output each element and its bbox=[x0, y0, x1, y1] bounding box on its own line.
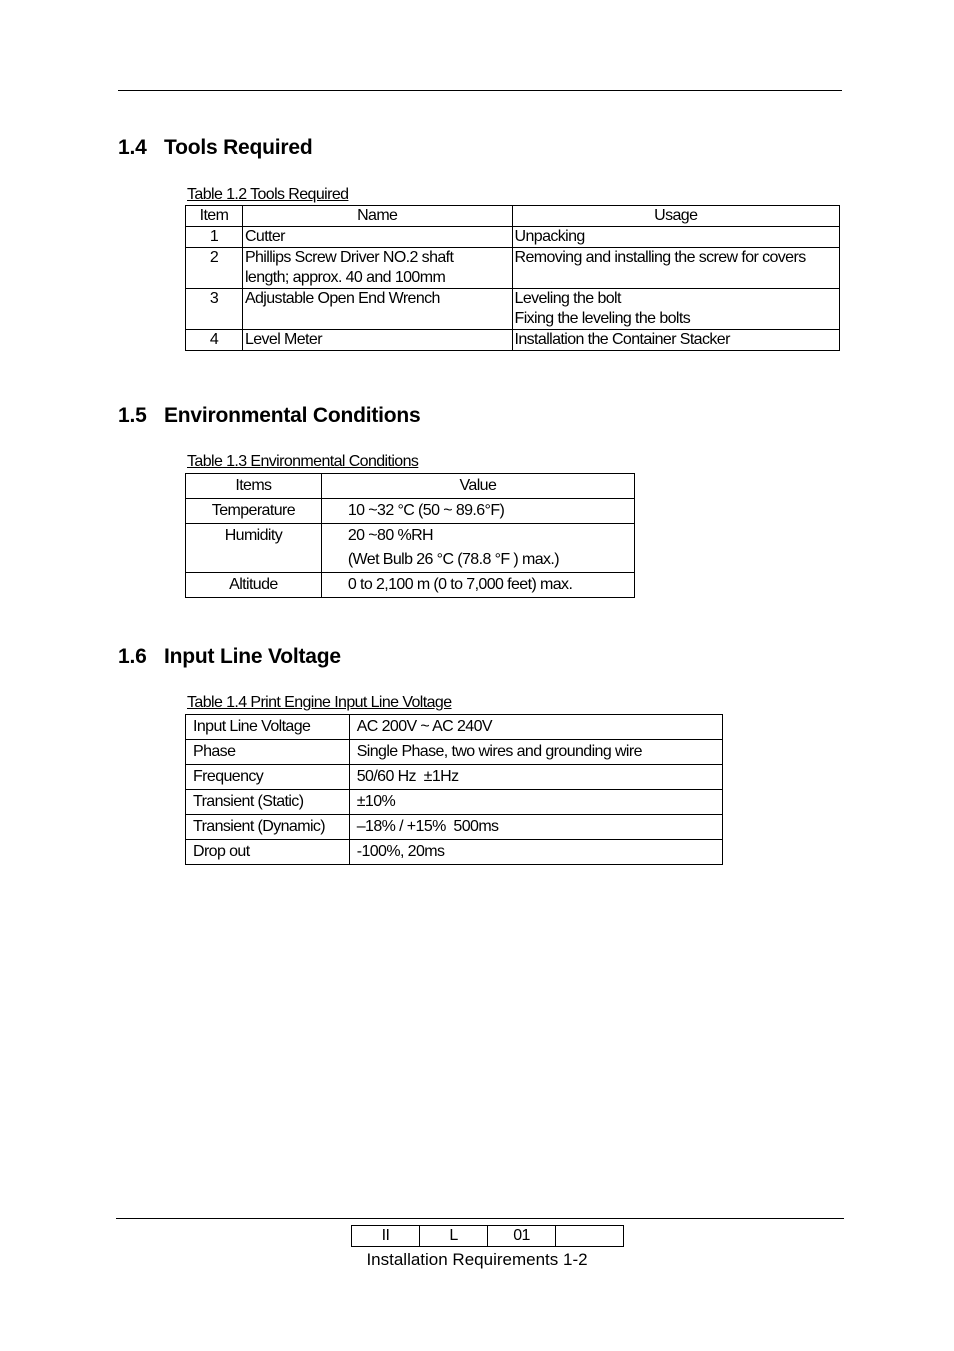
column-header-usage: Usage bbox=[512, 206, 839, 227]
section-heading-tools: 1.4 Tools Required bbox=[118, 136, 313, 159]
env-value-line: 10 ~32 °C (50 ~ 89.6°F) bbox=[347, 502, 505, 519]
table-row bbox=[186, 289, 840, 330]
section-heading-environment: 1.5 Environmental Conditions bbox=[118, 404, 421, 427]
voltage-label: Phase bbox=[186, 740, 350, 765]
env-item: Altitude bbox=[186, 573, 322, 598]
tool-usage-line: Fixing the leveling the bolts bbox=[514, 310, 691, 327]
env-value bbox=[321, 524, 634, 573]
env-value bbox=[321, 573, 634, 598]
voltage-label: Frequency bbox=[186, 765, 350, 790]
table-row bbox=[186, 573, 635, 598]
tool-name-line: Phillips Screw Driver NO.2 shaft bbox=[244, 249, 454, 266]
column-header-name: Name bbox=[242, 206, 512, 227]
tool-item: 1 bbox=[186, 227, 243, 248]
tool-usage bbox=[512, 227, 839, 248]
tool-usage-line: Installation the Container Stacker bbox=[514, 331, 730, 348]
column-header-item: Item bbox=[186, 206, 243, 227]
table-header-row bbox=[186, 474, 635, 499]
footer-box bbox=[556, 1226, 624, 1247]
environment-table bbox=[185, 473, 635, 598]
table-row bbox=[186, 740, 723, 765]
footer-page-label: Installation Requirements 1-2 bbox=[366, 1250, 588, 1269]
tool-usage-line: Removing and installing the screw for covers bbox=[514, 249, 806, 266]
voltage-label: Transient (Dynamic) bbox=[186, 815, 350, 840]
header-rule bbox=[118, 90, 842, 91]
env-item: Humidity bbox=[186, 524, 322, 573]
tool-name bbox=[242, 227, 512, 248]
voltage-value: –18% / +15% 500ms bbox=[349, 815, 722, 840]
column-header-value: Value bbox=[321, 474, 634, 499]
env-table-caption: Table 1.3 Environmental Conditions bbox=[187, 453, 419, 470]
voltage-table-caption: Table 1.4 Print Engine Input Line Voltage bbox=[187, 694, 452, 711]
voltage-label: Input Line Voltage bbox=[186, 715, 350, 740]
env-item: Temperature bbox=[186, 499, 322, 524]
tool-name bbox=[242, 248, 512, 289]
table-row bbox=[186, 815, 723, 840]
tool-name-line: Adjustable Open End Wrench bbox=[244, 290, 440, 307]
footer-box: L bbox=[419, 1226, 487, 1247]
voltage-label: Drop out bbox=[186, 840, 350, 865]
column-header-items: Items bbox=[186, 474, 322, 499]
env-value-line: 20 ~80 %RH bbox=[347, 527, 433, 544]
table-row bbox=[186, 524, 635, 573]
voltage-value: ±10% bbox=[349, 790, 722, 815]
table-row bbox=[186, 330, 840, 351]
footer-revision-boxes bbox=[351, 1225, 624, 1247]
footer-rule bbox=[116, 1218, 844, 1219]
table-row bbox=[186, 248, 840, 289]
voltage-value: Single Phase, two wires and grounding wire bbox=[349, 740, 722, 765]
env-value bbox=[321, 499, 634, 524]
table-header-row bbox=[186, 206, 840, 227]
table-row bbox=[186, 765, 723, 790]
table-row bbox=[186, 227, 840, 248]
table-row bbox=[186, 840, 723, 865]
tool-name bbox=[242, 289, 512, 330]
env-value-line: 0 to 2,100 m (0 to 7,000 feet) max. bbox=[347, 576, 573, 593]
voltage-value: AC 200V ~ AC 240V bbox=[349, 715, 722, 740]
footer-box: II bbox=[352, 1226, 420, 1247]
tool-usage bbox=[512, 330, 839, 351]
tool-item: 2 bbox=[186, 248, 243, 289]
tool-usage-line: Unpacking bbox=[514, 228, 585, 245]
tool-name bbox=[242, 330, 512, 351]
footer-box: 01 bbox=[487, 1226, 555, 1247]
voltage-label: Transient (Static) bbox=[186, 790, 350, 815]
footer-box-row bbox=[352, 1226, 624, 1247]
tool-name-line: Level Meter bbox=[244, 331, 322, 348]
table-row bbox=[186, 715, 723, 740]
table-row bbox=[186, 499, 635, 524]
tools-table bbox=[185, 205, 840, 351]
voltage-value: -100%, 20ms bbox=[349, 840, 722, 865]
table-row bbox=[186, 790, 723, 815]
tool-usage-line: Leveling the bolt bbox=[514, 290, 621, 307]
voltage-value: 50/60 Hz ±1Hz bbox=[349, 765, 722, 790]
tools-table-caption: Table 1.2 Tools Required bbox=[187, 186, 349, 203]
tool-item: 3 bbox=[186, 289, 243, 330]
tool-name-line: Cutter bbox=[244, 228, 285, 245]
voltage-table bbox=[185, 714, 723, 865]
section-heading-voltage: 1.6 Input Line Voltage bbox=[118, 645, 341, 668]
env-value-line: (Wet Bulb 26 °C (78.8 °F ) max.) bbox=[347, 551, 559, 568]
tool-item: 4 bbox=[186, 330, 243, 351]
tool-usage bbox=[512, 248, 839, 289]
tool-name-line: length; approx. 40 and 100mm bbox=[244, 269, 446, 286]
tool-usage bbox=[512, 289, 839, 330]
